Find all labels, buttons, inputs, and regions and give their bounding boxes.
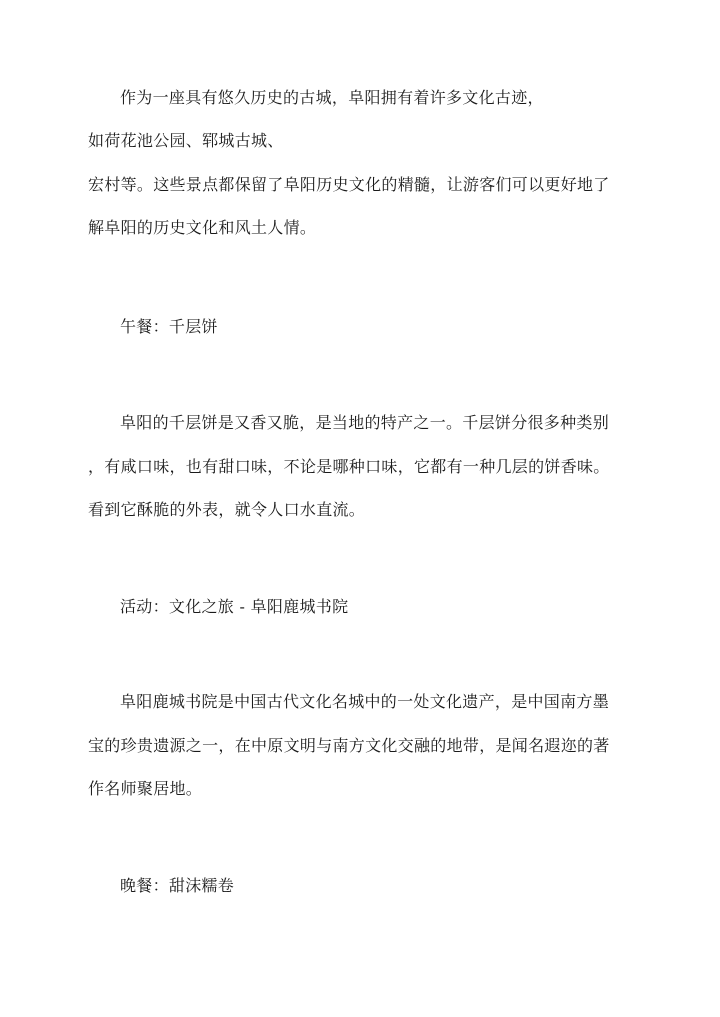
section-heading-dinner: 晚餐：甜沫糯卷 [120,876,235,895]
paragraph-line: ，有咸口味，也有甜口味，不论是哪种口味，它都有一种几层的饼香味。 [88,457,610,476]
paragraph-line: 看到它酥脆的外表，就令人口水直流。 [88,500,366,519]
paragraph-line: 阜阳鹿城书院是中国古代文化名城中的一处文化遗产，是中国南方墨 [120,692,610,711]
paragraph-line: 解阜阳的历史文化和风土人情。 [88,218,317,237]
paragraph-line: 作为一座具有悠久历史的古城，阜阳拥有着许多文化古迹， [120,88,544,107]
section-heading-lunch: 午餐：千层饼 [120,317,218,336]
section-heading-activity: 活动：文化之旅 - 阜阳鹿城书院 [120,597,349,616]
paragraph-line: 作名师聚居地。 [88,779,203,798]
paragraph-line: 阜阳的千层饼是又香又脆，是当地的特产之一。千层饼分很多种类别 [120,413,610,432]
paragraph-line: 宏村等。这些景点都保留了阜阳历史文化的精髓，让游客们可以更好地了 [88,175,610,194]
paragraph-line: 如荷花池公园、郓城古城、 [88,131,284,150]
paragraph-line: 宝的珍贵遗源之一，在中原文明与南方文化交融的地带，是闻名遐迩的著 [88,736,610,755]
